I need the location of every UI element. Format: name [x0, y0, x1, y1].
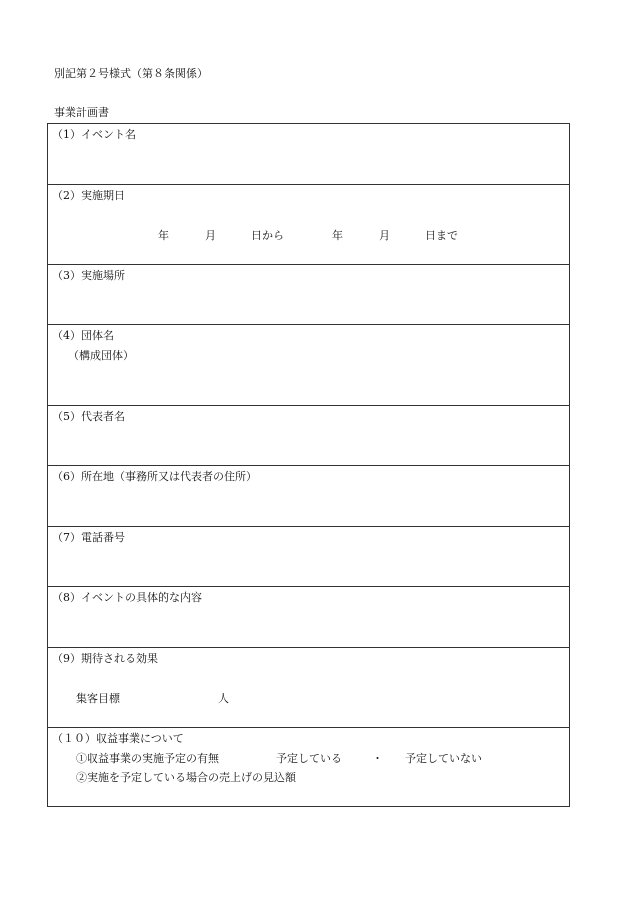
revenue-label: （１０）収益事業について	[52, 732, 184, 745]
row-effect	[48, 648, 569, 728]
period-day-from: 日から	[251, 229, 284, 242]
document-title: 事業計画書	[54, 106, 109, 119]
row-content	[48, 587, 569, 648]
address-label: （6）所在地（事務所又は代表者の住所）	[52, 470, 257, 483]
location-label: （3）実施場所	[52, 269, 125, 282]
event-name-label: （1）イベント名	[52, 128, 136, 141]
option-separator: ・	[372, 752, 383, 765]
representative-label: （5）代表者名	[52, 410, 125, 423]
row-period	[48, 185, 569, 265]
period-month-end: 月	[379, 229, 390, 242]
phone-label: （7）電話番号	[52, 531, 125, 544]
expected-sales-question: ②実施を予定している場合の売上げの見込額	[76, 771, 296, 784]
row-phone	[48, 527, 569, 587]
row-address	[48, 466, 569, 527]
member-groups-label: （構成団体）	[68, 349, 134, 362]
row-location	[48, 265, 569, 325]
plan-form-table	[47, 123, 570, 807]
option-not-planned: 予定していない	[405, 752, 482, 765]
period-day-to: 日まで	[425, 229, 458, 242]
period-year-end: 年	[332, 229, 343, 242]
form-number: 別記第２号様式（第８条関係）	[54, 67, 208, 80]
revenue-plan-question: ①収益事業の実施予定の有無	[76, 752, 219, 765]
row-revenue	[48, 728, 569, 806]
period-label: （2）実施期日	[52, 189, 125, 202]
visitor-target-label: 集客目標	[76, 692, 120, 705]
option-planned: 予定している	[276, 752, 342, 765]
effect-label: （9）期待される効果	[52, 652, 158, 665]
period-month-start: 月	[205, 229, 216, 242]
row-representative	[48, 406, 569, 466]
row-event-name	[48, 124, 569, 185]
visitor-unit: 人	[218, 692, 229, 705]
period-year-start: 年	[158, 229, 169, 242]
content-label: （8）イベントの具体的な内容	[52, 591, 202, 604]
row-group	[48, 325, 569, 406]
group-label: （4）団体名	[52, 329, 114, 342]
